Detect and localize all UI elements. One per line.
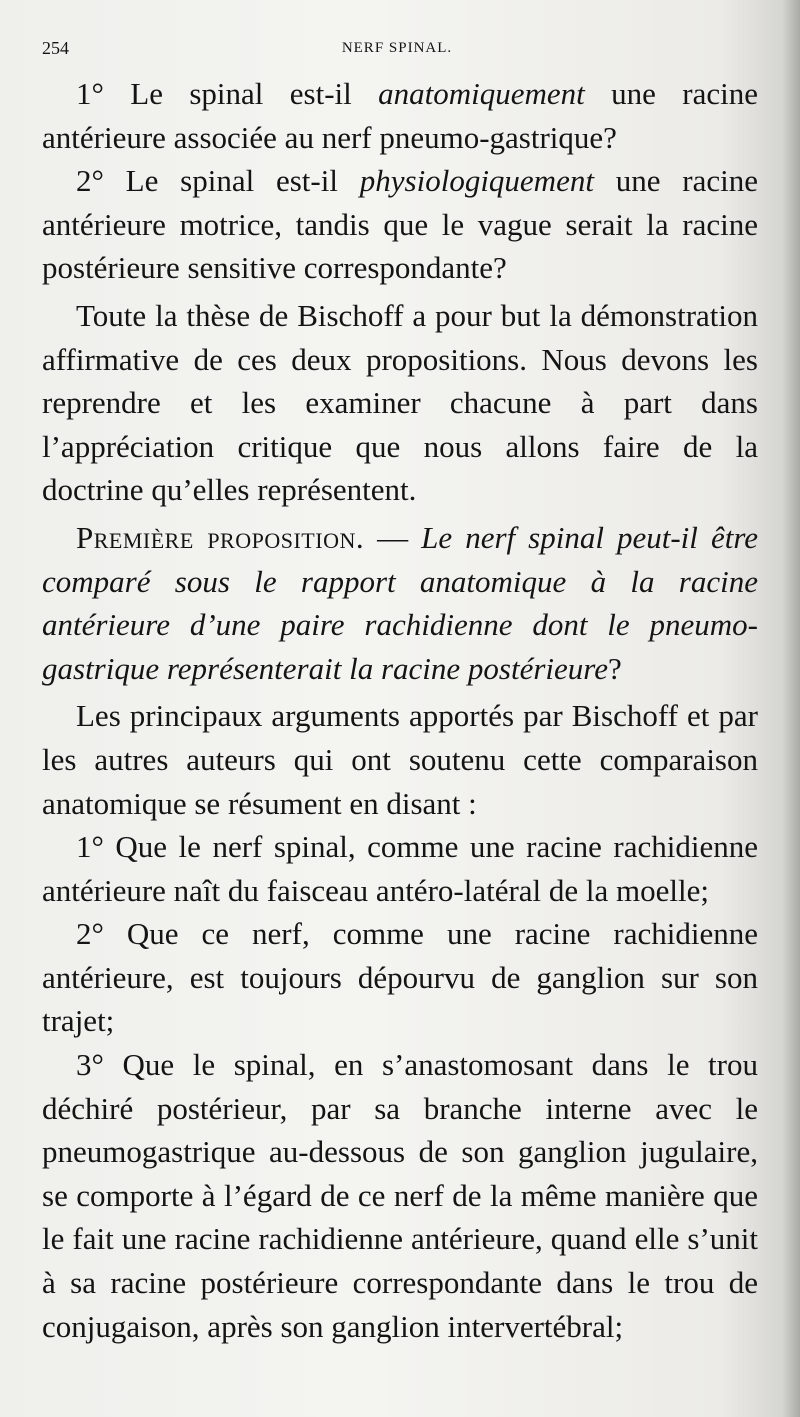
question-1-text: 1° Le spinal est-il	[76, 76, 379, 111]
proposition-end: ?	[607, 650, 622, 686]
question-1-emphasis: anatomiquement	[378, 76, 585, 111]
paragraph-first-proposition	[42, 516, 758, 690]
question-2-text: 2° Le spinal est-il	[76, 163, 360, 199]
proposition-dash: —	[364, 519, 422, 555]
paragraph-argument-1: 1° Que le nerf spinal, comme une racine rachidienne antérieure naît du faisceau antéro-latéral de la moelle;	[42, 829, 758, 908]
question-1-rest: une racine antérieure associée au nerf pneumo-gastrique?	[42, 76, 758, 155]
paragraph-arguments: Les principaux arguments apportés par Bischoff et par les autres auteurs qui ont soutenu cette comparaison anatomique se résument en disant :	[42, 698, 758, 821]
page-header	[42, 38, 752, 62]
paragraph-question-1	[42, 72, 758, 159]
question-2-rest: une racine antérieure motrice, tandis que le vague serait la racine postérieure sensitive correspondante?	[42, 163, 758, 286]
paragraph-argument-3: 3° Que le spinal, en s’anastomosant dans le trou déchiré postérieur, par sa branche interne avec le pneumogastrique au-dessous de son ganglion jugulaire, se comporte à l’égard de ce nerf de la même manière que le fait une racine rachidienne antérieure, quand elle s’unit à sa racine postérieure correspondante dans le trou de conjugaison, après son ganglion intervertébral;	[42, 1047, 758, 1344]
page-number: 254	[42, 38, 69, 58]
proposition-question: Le nerf spinal peut-il être comparé sous le rapport anatomique à la racine antérieure d’une paire rachidienne dont le pneumo-gastrique représenterait la racine postérieure	[42, 519, 758, 686]
paragraph-question-2	[42, 159, 758, 290]
paragraph-thesis: Toute la thèse de Bischoff a pour but la démonstration affirmative de ces deux propositions. Nous devons les reprendre et les examiner chacune à part dans l’appréciation critique que nous allons faire de la doctrine qu’elles représentent.	[42, 297, 758, 508]
body-text	[42, 72, 758, 1348]
running-title: NERF SPINAL.	[341, 40, 453, 56]
question-2-emphasis: physiologiquement	[359, 163, 594, 199]
proposition-heading: Première proposition.	[76, 519, 365, 555]
paragraph-argument-2: 2° Que ce nerf, comme une racine rachidienne antérieure, est toujours dépourvu de ganglion sur son trajet;	[42, 916, 758, 1039]
